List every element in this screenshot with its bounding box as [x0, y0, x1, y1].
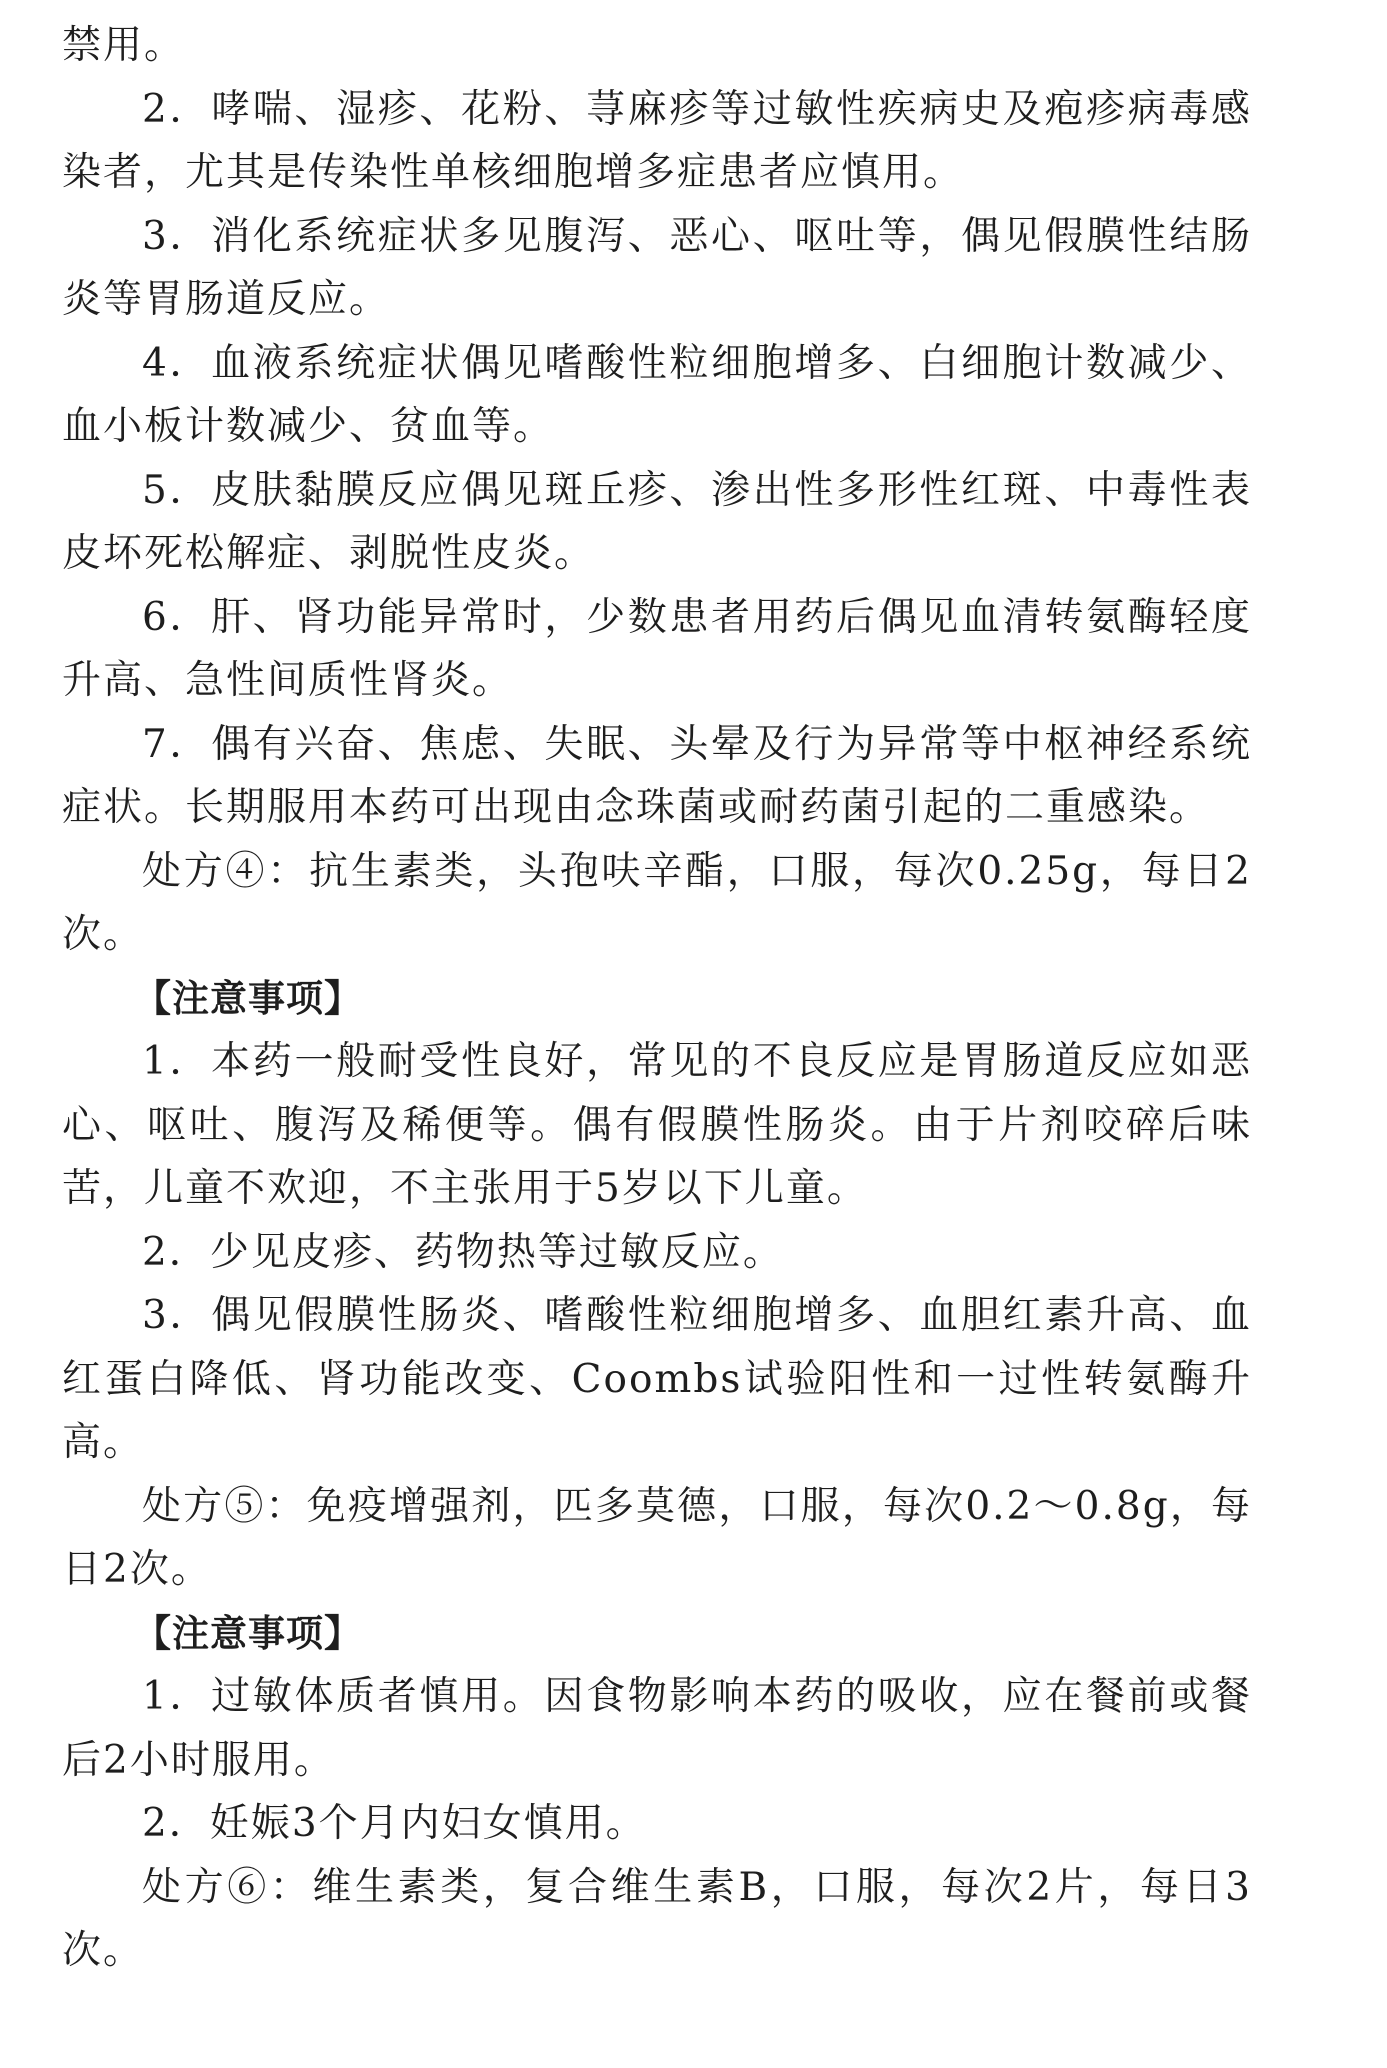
list-item-skin: 5．皮肤黏膜反应偶见斑丘疹、渗出性多形性红斑、中毒性表皮坏死松解症、剥脱性皮炎。 [62, 467, 1252, 576]
list-item-tolerance: 1．本药一般耐受性良好，常见的不良反应是胃肠道反应如恶心、呕吐、腹泻及稀便等。偶有假膜性肠炎。由于片剂咬碎后味苦，儿童不欢迎，不主张用于5岁以下儿童。 [62, 1039, 1252, 1211]
list-item-digestive: 3．消化系统症状多见腹泻、恶心、呕吐等，偶见假膜性结肠炎等胃肠道反应。 [62, 213, 1252, 322]
section-heading-precautions: 【注意事项】 [134, 976, 362, 1020]
list-item-liver-kidney: 6．肝、肾功能异常时，少数患者用药后偶见血清转氨酶轻度升高、急性间质性肾炎。 [62, 594, 1252, 703]
list-item-pregnancy: 2．妊娠3个月内妇女慎用。 [142, 1801, 647, 1846]
list-item-colitis: 3．偶见假膜性肠炎、嗜酸性粒细胞增多、血胆红素升高、血红蛋白降低、肾功能改变、Coombs试验阳性和一过性转氨酶升高。 [62, 1293, 1252, 1465]
section-heading-precautions: 【注意事项】 [134, 1611, 362, 1655]
list-item-nervous: 7．偶有兴奋、焦虑、失眠、头晕及行为异常等中枢神经系统症状。长期服用本药可出现由念珠菌或耐药菌引起的二重感染。 [62, 721, 1252, 830]
paragraph-continuation: 禁用。 [62, 23, 186, 68]
prescription-6: 处方⑥：维生素类，复合维生素B，口服，每次2片，每日3次。 [62, 1864, 1252, 1973]
list-item-allergy: 1．过敏体质者慎用。因食物影响本药的吸收，应在餐前或餐后2小时服用。 [62, 1674, 1252, 1783]
document-page [62, 14, 1252, 1983]
list-item-blood: 4．血液系统症状偶见嗜酸性粒细胞增多、白细胞计数减少、血小板计数减少、贫血等。 [62, 340, 1252, 449]
list-item-asthma-allergy: 2．哮喘、湿疹、花粉、荨麻疹等过敏性疾病史及疱疹病毒感染者，尤其是传染性单核细胞增多症患者应慎用。 [62, 86, 1252, 195]
prescription-4: 处方④：抗生素类，头孢呋辛酯，口服，每次0.25g，每日2次。 [62, 848, 1252, 957]
prescription-5: 处方⑤：免疫增强剂，匹多莫德，口服，每次0.2～0.8g，每日2次。 [62, 1483, 1252, 1592]
list-item-rash: 2．少见皮疹、药物热等过敏反应。 [142, 1229, 784, 1275]
